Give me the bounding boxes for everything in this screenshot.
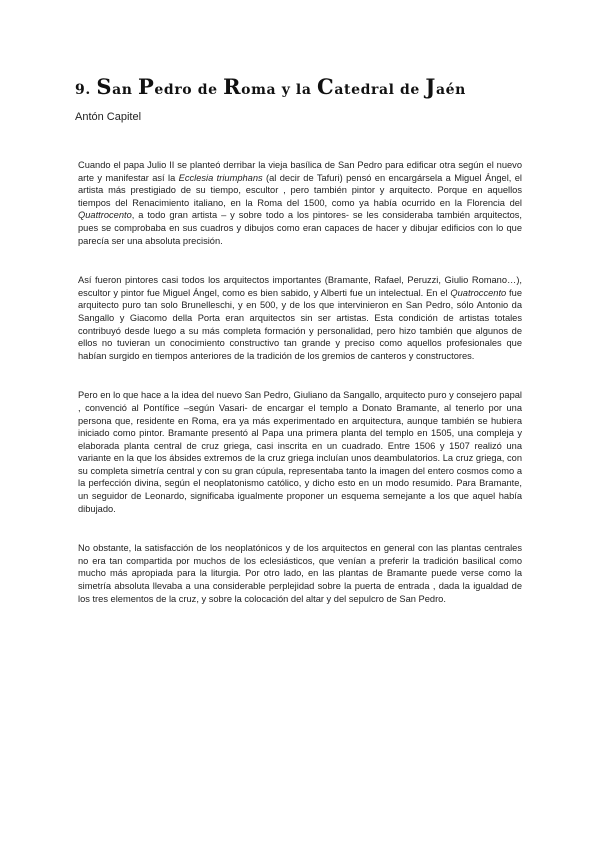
paragraph: Cuando el papa Julio II se planteó derribar la vieja basílica de San Pedro para edificar otra según el nuevo arte y manifestar así la Ecclesia triumphans (al decir de Tafuri) pensó en encargársela a Miguel Ángel, el artista más prestigiado de su tiempo, escultor , pero también pintor y arquitecto. Porque en aquellos tiempos del Renacimiento italiano, en la Roma del 1500, como ya había ocurrido en la Florencia del Quattrocento, a todo gran artista – y sobre todo a los pintores- se les consideraba también arquitectos, pues se comprobaba en sus cuadros y dibujos como eran capaces de hacer y dibujar edificios con lo que parecía ser una absoluta precisión.: [78, 160, 522, 246]
title-word: de: [400, 82, 420, 98]
title-number: 9.: [75, 82, 91, 98]
paragraph: No obstante, la satisfacción de los neoplatónicos y de los arquitectos en general con las plantas centrales no era tan compartida por muchos de los eclesiásticos, que venían a preferir la tradición basilical como mucho más apropiada para la liturgia. Por otro lado, en las plantas de Bramante puede verse como la simetría absoluta llevaba a una considerable perplejidad sobre la puerta de entrada , dada la igualdad de los tres elementos de la cruz, y sobre la colocación del altar y del sepulcro de San Pedro.: [78, 543, 522, 604]
title-word: y: [281, 82, 291, 98]
title-word: San: [96, 74, 133, 99]
page-title: [75, 74, 545, 99]
title-word: de: [197, 82, 218, 98]
paragraph: Así fueron pintores casi todos los arquitectos importantes (Bramante, Rafael, Peruzzi, Giulio Romano…), escultor y pintor fue Miguel Ángel, como es bien sabido, y Alberti fue un intelectual. En el Quatroccento fue arquitecto puro tan solo Brunelleschi, y en 500, y de los que intervinieron en San Pedro, sólo Antonio da Sangallo y Giacomo della Porta eran arquitectos sin ser artistas. Esta condición de artistas totales contribuyó desde luego a su más completa formación y personalidad, pero hizo también que algunos de ellos no tuvieran un conocimiento constructivo tan grande y preciso como aquellos profesionales que habían surgido en tiempos anteriores de la tradición de los gremios de canteros y constructores.: [78, 275, 522, 361]
title-word: la: [295, 82, 312, 98]
paragraph: Pero en lo que hace a la idea del nuevo San Pedro, Giuliano da Sangallo, arquitecto puro y consejero papal , convenció al Pontífice –según Vasari- de encargar el templo a Donato Bramante, al tenerlo por una persona que, residente en Roma, era ya más experimentado en arquitectura, aunque también se hubiera iniciado como pintor. Bramante presentó al Papa una primera planta del templo en 1505, una compleja y elaborada planta central de cruz griega, casi inscrita en un cuadrado. Entre 1506 y 1507 realizó una variante en la que los ábsides extremos de la cruz griega incluían unos deambulatorios. La cruz griega, con su completa simetría central y con su gran cúpula, representaba tanto la imagen del entero cosmos como a la perfección divina, según el neoplatonismo católico, y dicho esto en un modo resumido. Para Bramante, un seguidor de Leonardo, significaba igualmente proponer un esquema semejante a los que aquel había dibujado.: [78, 390, 522, 514]
title-word: Roma: [223, 74, 277, 99]
title-word: Jaén: [425, 74, 466, 99]
author-name: Antón Capitel: [75, 111, 142, 123]
body-text: [78, 159, 522, 632]
title-word: Pedro: [138, 74, 193, 99]
title-word: Catedral: [317, 74, 395, 99]
